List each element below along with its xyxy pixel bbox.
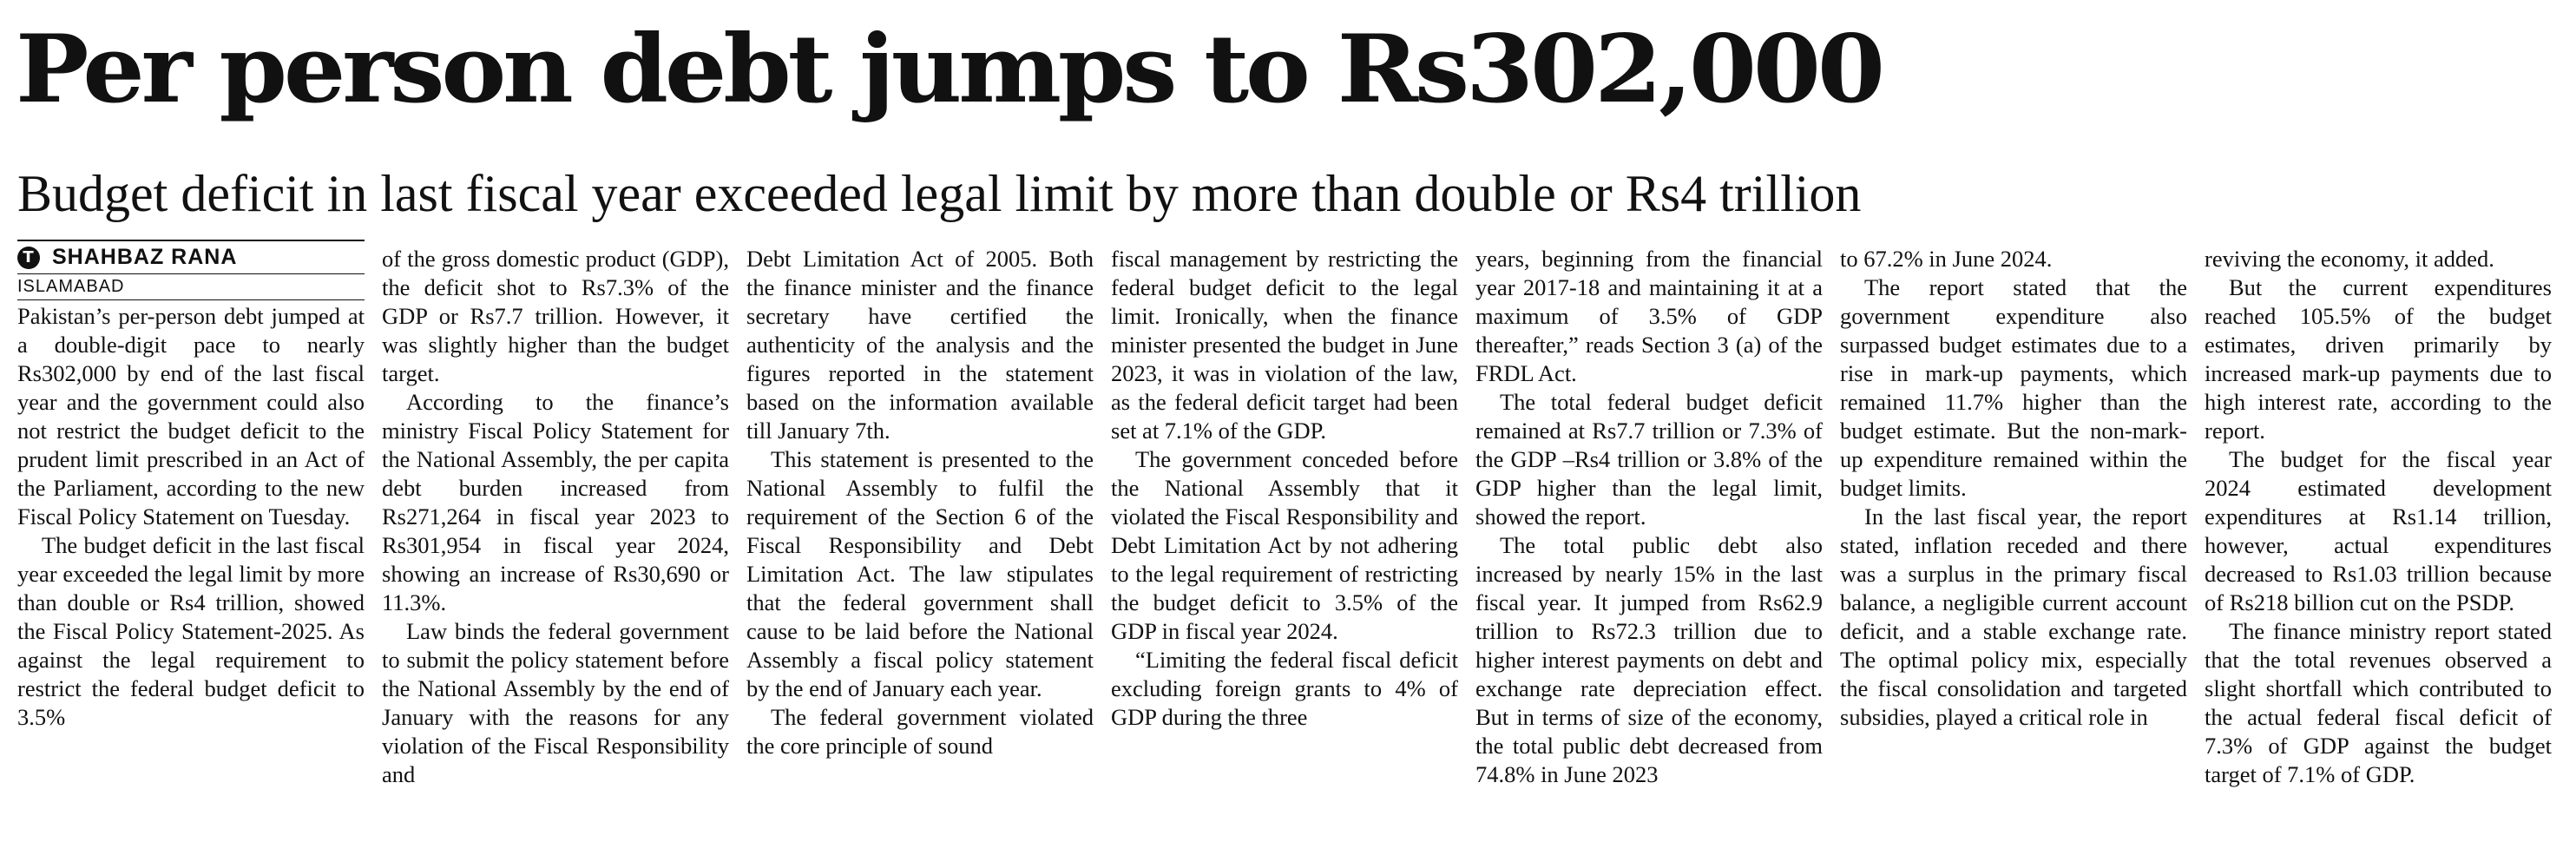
paragraph: Law binds the federal government to submit the policy statement before the National Assembly by the end of January with the reasons for any violation of the Fiscal Responsibility and <box>382 618 729 787</box>
article-column-4 <box>1111 245 1458 732</box>
article-column-7 <box>2205 245 2552 789</box>
paragraph: The budget deficit in the last fiscal year exceeded the legal limit by more than double or Rs4 trillion, showed the Fiscal Policy Statement-2025. As against the legal requirement to restrict the federal budget deficit to 3.5% <box>17 532 365 730</box>
article-column-2 <box>382 245 729 789</box>
paragraph: Debt Limitation Act of 2005. Both the finance minister and the finance secretary have certified the authenticity of the analysis and the figures reported in the statement based on the information available till January 7th. <box>746 246 1094 444</box>
paragraph: The finance ministry report stated that the total revenues observed a slight shortfall which contributed to the actual federal fiscal deficit of 7.3% of GDP against the budget target of 7.1% of GDP. <box>2205 618 2552 787</box>
byline-block <box>17 240 365 300</box>
paragraph: The budget for the fiscal year 2024 estimated development expenditures at Rs1.14 trillion, however, actual expenditures decreased to Rs1.03 trillion because of Rs218 billion cut on the PSDP. <box>2205 446 2552 615</box>
paragraph: of the gross domestic product (GDP), the deficit shot to Rs7.3% of the GDP or Rs7.7 trillion. However, it was slightly higher than the budget target. <box>382 246 729 386</box>
paragraph: The total federal budget deficit remained at Rs7.7 trillion or 7.3% of the GDP –Rs4 trillion or 3.8% of the GDP higher than the legal limit, showed the report. <box>1475 389 1823 530</box>
paragraph: The federal government violated the core principle of sound <box>746 704 1094 759</box>
paragraph: The government conceded before the National Assembly that it violated the Fiscal Responsibility and Debt Limitation Act by not adhering to the legal requirement of restricting the budget deficit to 3.5% of the GDP in fiscal year 2024. <box>1111 446 1458 644</box>
paragraph: The total public debt also increased by nearly 15% in the last fiscal year. It jumped from Rs62.9 trillion to Rs72.3 trillion due to higher interest payments on debt and exchange rate depreciation effect. But in terms of size of the economy, the total public debt decreased from 74.8% in June 2023 <box>1475 532 1823 787</box>
byline <box>17 240 365 274</box>
dateline: ISLAMABAD <box>17 274 365 300</box>
paragraph: Pakistan’s per-person debt jumped at a double-digit pace to nearly Rs302,000 by end of the last fiscal year and the government could also not restrict the budget deficit to the prudent limit prescribed in an Act of the Parliament, according to the new Fiscal Policy Statement on Tuesday. <box>17 303 365 530</box>
subheadline: Budget deficit in last fiscal year exceeded legal limit by more than double or Rs4 trillion <box>17 165 1862 222</box>
paragraph: This statement is presented to the National Assembly to fulfil the requirement of the Section 6 of the Fiscal Responsibility and Debt Limitation Act. The law stipulates that the federal government shall cause to be laid before the National Assembly a fiscal policy statement by the end of January each year. <box>746 446 1094 701</box>
paragraph: But the current expenditures reached 105.5% of the budget estimates, driven primarily by increased mark-up payments due to high interest rate, according to the report. <box>2205 274 2552 444</box>
article-column-5 <box>1475 245 1823 789</box>
paragraph: years, beginning from the financial year 2017-18 and maintaining it at a maximum of 3.5% of GDP thereafter,” reads Section 3 (a) of the FRDL Act. <box>1475 246 1823 386</box>
paragraph: “Limiting the federal fiscal deficit excluding foreign grants to 4% of GDP during the three <box>1111 647 1458 730</box>
article-column-3 <box>746 245 1094 760</box>
paragraph: According to the finance’s ministry Fiscal Policy Statement for the National Assembly, the per capita debt burden increased from Rs271,264 in fiscal year 2023 to Rs301,954 in fiscal year 2024, showing an increase of Rs30,690 or 11.3%. <box>382 389 729 615</box>
author-name: SHAHBAZ RANA <box>52 245 238 269</box>
author-logo-icon: T <box>17 247 40 269</box>
article-column-1 <box>17 302 365 732</box>
paragraph: fiscal management by restricting the federal budget deficit to the legal limit. Ironically, when the finance minister presented the budget in June 2023, it was in violation of the law, as the federal deficit target had been set at 7.1% of the GDP. <box>1111 246 1458 444</box>
paragraph: In the last fiscal year, the report stated, inflation receded and there was a surplus in the primary fiscal balance, a negligible current account deficit, and a stable exchange rate. The optimal policy mix, especially the fiscal consolidation and targeted subsidies, played a critical role in <box>1840 503 2187 730</box>
paragraph: The report stated that the government expenditure also surpassed budget estimates due to a rise in mark-up payments, which remained 11.7% higher than the budget estimate. But the non-mark-up expenditure remained within the budget limits. <box>1840 274 2187 501</box>
paragraph: reviving the economy, it added. <box>2205 246 2494 272</box>
headline: Per person debt jumps to Rs302,000 <box>16 15 1882 124</box>
article-column-6 <box>1840 245 2187 732</box>
paragraph: to 67.2% in June 2024. <box>1840 246 2053 272</box>
